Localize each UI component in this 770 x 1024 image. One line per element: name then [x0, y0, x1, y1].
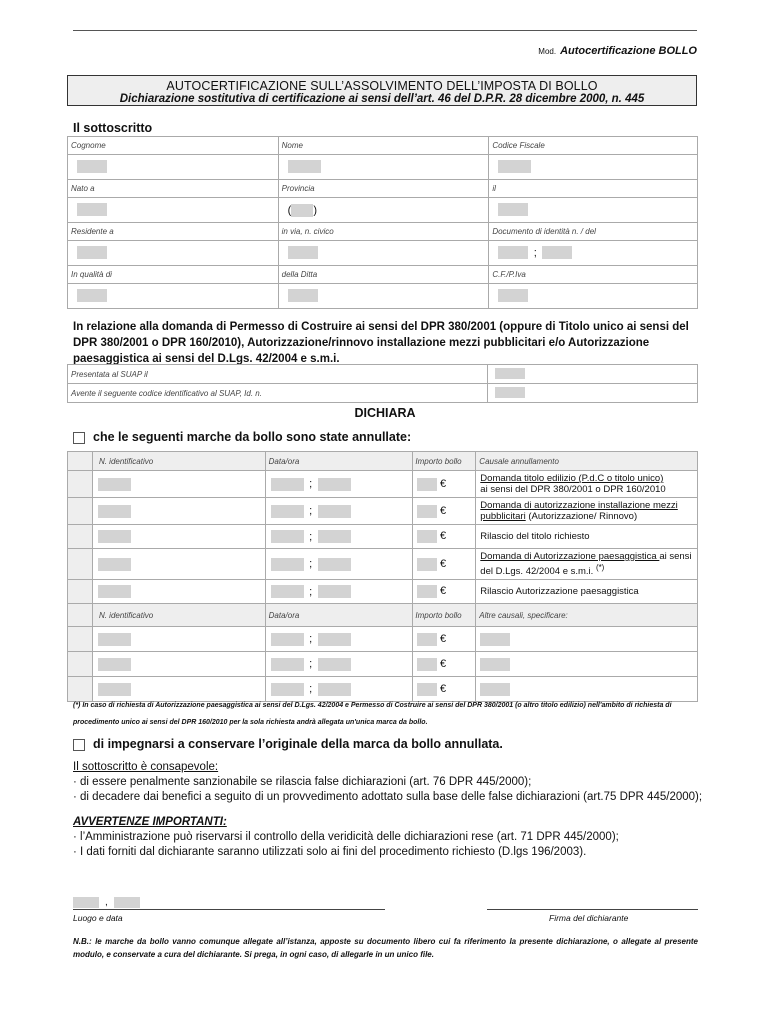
documento-numero-field[interactable]: [498, 246, 528, 259]
consapevole-heading: Il sottoscritto è consapevole:: [73, 761, 219, 773]
codice-suap-field[interactable]: [495, 387, 525, 398]
document-subtitle: Dichiarazione sostitutiva di certificazione ai sensi dell’art. 46 del D.P.R. 28 dicembre 2000, n. 445: [119, 93, 645, 105]
marca-separator: ;: [309, 478, 313, 490]
marca-data-field[interactable]: [271, 683, 304, 696]
label-via: in via, n. civico: [278, 223, 489, 241]
marca-importo-field[interactable]: [417, 658, 437, 671]
causale-paesaggistica-ai-sensi: ai sensi: [659, 551, 692, 562]
marca-ora-field[interactable]: [318, 683, 351, 696]
codice-fiscale-field[interactable]: [498, 160, 531, 173]
marca-id-field[interactable]: [98, 658, 131, 671]
marca-id-field[interactable]: [98, 585, 131, 598]
marca-ora-field[interactable]: [318, 633, 351, 646]
sottoscritto-heading: Il sottoscritto: [73, 121, 153, 135]
nome-field[interactable]: [288, 160, 321, 173]
luogo-field[interactable]: [73, 897, 99, 908]
marca-id-field[interactable]: [98, 633, 131, 646]
altra-causale-field[interactable]: [480, 658, 510, 671]
euro-sign: €: [440, 477, 447, 490]
label-cf-piva: C.F./P.Iva: [489, 266, 698, 284]
mod-prefix: Mod.: [538, 47, 557, 56]
dichiara-heading: DICHIARA: [354, 406, 416, 420]
label-presentata-suap: Presentata al SUAP il: [68, 365, 488, 384]
marca-ora-field[interactable]: [318, 558, 351, 571]
causale-mezzi-pubblicitari: Domanda di autorizzazione installazione mezzi: [480, 500, 678, 511]
marca-ora-field[interactable]: [318, 585, 351, 598]
provincia-field[interactable]: [291, 204, 313, 217]
luogo-data-line: [73, 909, 385, 910]
label-documento: Documento di identità n. / del: [489, 223, 698, 241]
euro-sign: €: [440, 657, 447, 670]
firma-line: [487, 909, 698, 910]
label-nome: Nome: [278, 137, 489, 155]
marca-ora-field[interactable]: [318, 478, 351, 491]
check-conservare-row: [73, 737, 503, 751]
marca-separator: ;: [309, 505, 313, 517]
marca-importo-field[interactable]: [417, 478, 437, 491]
sottoscritto-table: [67, 136, 698, 309]
altra-causale-field[interactable]: [480, 633, 510, 646]
conservare-label: di impegnarsi a conservare l’originale della marca da bollo annullata.: [93, 737, 503, 751]
label-codice-suap: Avente il seguente codice identificativo al SUAP, Id. n.: [68, 384, 488, 403]
marche-annullate-label: che le seguenti marche da bollo sono state annullate:: [93, 430, 412, 444]
marca-separator: ;: [309, 558, 313, 571]
header-data: Data/ora: [265, 452, 413, 471]
marca-separator: ;: [309, 683, 313, 696]
via-field[interactable]: [288, 246, 318, 259]
label-provincia: Provincia: [278, 180, 489, 198]
label-il: il: [489, 180, 698, 198]
qualita-field[interactable]: [77, 289, 107, 302]
header-altre-causali: Altre causali, specificare:: [476, 604, 698, 627]
marca-id-field[interactable]: [98, 683, 131, 696]
label-cognome: Cognome: [68, 137, 279, 155]
marca-ora-field[interactable]: [318, 530, 351, 543]
causale-titolo-edilizio: Domanda titolo edilizio (P.d.C o titolo unico): [480, 473, 664, 484]
altra-causale-field[interactable]: [480, 683, 510, 696]
marca-data-field[interactable]: [271, 585, 304, 598]
relation-paragraph: In relazione alla domanda di Permesso di Costruire ai sensi del DPR 380/2001 (oppure di Titolo unico ai sensi del DPR 380/2001 o DPR 160/2010), Autorizzazione/rinnovo installazione mezzi pubblicitari e/o Autorizzazione paesaggistica ai sensi del D.Lgs. 42/2004 e s.m.i.: [73, 321, 689, 365]
marca-ora-field[interactable]: [318, 505, 351, 518]
marca-data-field[interactable]: [271, 633, 304, 646]
consapevole-item-2: · di decadere dai benefici a seguito di un provvedimento adottato sulla base delle false dichiarazioni (art.75 DPR 445/2000);: [73, 791, 703, 803]
luogo-data-label: Luogo e data: [73, 913, 123, 923]
label-codice-fiscale: Codice Fiscale: [489, 137, 698, 155]
marca-data-field[interactable]: [271, 530, 304, 543]
marca-id-field[interactable]: [98, 558, 131, 571]
header-causale: Causale annullamento: [476, 452, 698, 471]
document-title: AUTOCERTIFICAZIONE SULL’ASSOLVIMENTO DELL’IMPOSTA DI BOLLO: [166, 79, 598, 93]
label-ditta: della Ditta: [278, 266, 489, 284]
marca-id-field[interactable]: [98, 505, 131, 518]
title-box: [67, 75, 697, 106]
marca-separator: ;: [309, 530, 313, 543]
causale-titolo-edilizio-rif: ai sensi del DPR 380/2001 o DPR 160/2010: [480, 484, 666, 495]
ditta-field[interactable]: [288, 289, 318, 302]
causale-pubblicitari: pubblicitari: [480, 511, 526, 522]
avvertenze-item-1: · l’Amministrazione può riservarsi il controllo della veridicità delle dichiarazioni rese (art. 71 DPR 445/2000);: [73, 831, 619, 843]
data-field[interactable]: [114, 897, 140, 908]
causale-paesaggistica-rif: del D.Lgs. 42/2004 e s.m.i.: [480, 566, 594, 578]
residente-field[interactable]: [77, 246, 107, 259]
provincia-paren-close: ): [313, 203, 317, 216]
euro-sign: €: [440, 557, 447, 570]
luogo-comma: ,: [105, 897, 108, 909]
marca-data-field[interactable]: [271, 658, 304, 671]
euro-sign: €: [440, 682, 447, 695]
footnote-asterisk: (*) In caso di richiesta di Autorizzazione paesaggistica ai sensi del D.Lgs. 42/2004 e Permesso di Costruire ai sensi del DPR 380/2001 (o altro titolo edilizio) nell'ambito di richiesta di procedimento unico ai sensi del DPR 160/2010 per la sola richiesta andrà allegata un'unica marca da bollo.: [73, 702, 672, 726]
marca-separator: ;: [309, 633, 313, 646]
marca-data-field[interactable]: [271, 478, 304, 491]
form-code: [538, 45, 697, 57]
marca-ora-field[interactable]: [318, 658, 351, 671]
marca-importo-field[interactable]: [417, 505, 437, 518]
causale-rilascio-paesaggistica: Rilascio Autorizzazione paesaggistica: [476, 580, 698, 604]
avvertenze-section: [73, 815, 703, 860]
header-id-2: N. identificativo: [92, 604, 265, 627]
label-qualita: In qualità di: [68, 266, 279, 284]
header-id: N. identificativo: [92, 452, 265, 471]
header-data-2: Data/ora: [265, 604, 413, 627]
label-nato-a: Nato a: [68, 180, 279, 198]
causale-rinnovo: (Autorizzazione/ Rinnovo): [528, 511, 638, 522]
data-nascita-field[interactable]: [498, 203, 528, 216]
euro-sign: €: [440, 504, 447, 517]
causale-rilascio-titolo: Rilascio del titolo richiesto: [476, 525, 698, 549]
euro-sign: €: [440, 632, 447, 645]
top-rule: [73, 30, 697, 31]
marca-id-field[interactable]: [98, 530, 131, 543]
header-importo-2: Importo bollo: [413, 604, 476, 627]
marca-data-field[interactable]: [271, 558, 304, 571]
consapevole-item-1: · di essere penalmente sanzionabile se rilascia false dichiarazioni (art. 76 DPR 445/2000);: [73, 776, 532, 788]
check-marche-annullate-row: [73, 430, 411, 444]
causale-asterisk: (*): [595, 563, 605, 572]
documento-separator: ;: [533, 246, 537, 259]
data-suap-field[interactable]: [495, 368, 525, 379]
conservare-checkbox[interactable]: [73, 739, 85, 751]
marca-importo-field[interactable]: [417, 585, 437, 598]
marca-importo-field[interactable]: [417, 558, 437, 571]
header-importo: Importo bollo: [413, 452, 476, 471]
firma-label: Firma del dichiarante: [549, 913, 629, 923]
marca-importo-field[interactable]: [417, 530, 437, 543]
marche-annullate-checkbox[interactable]: [73, 432, 85, 444]
nb-note: N.B.: le marche da bollo vanno comunque allegate all’istanza, apposte su documento libero cui fa riferimento la presente dichiarazione, o allegate al presente modulo, e conservate a cura del dichiarante. Si prega, in ogni caso, di allegarle in un unico file.: [73, 937, 698, 959]
avvertenze-item-2: · I dati forniti dal dichiarante saranno utilizzati solo ai fini del procedimento richiesto (D.lgs 196/2003).: [73, 846, 587, 858]
marca-importo-field[interactable]: [417, 633, 437, 646]
label-residente: Residente a: [68, 223, 279, 241]
cf-piva-field[interactable]: [498, 289, 528, 302]
consapevole-section: [73, 760, 703, 805]
avvertenze-heading: AVVERTENZE IMPORTANTI:: [73, 816, 227, 828]
cognome-field[interactable]: [77, 160, 107, 173]
euro-sign: €: [440, 585, 447, 598]
marca-separator: ;: [309, 585, 313, 598]
marca-id-field[interactable]: [98, 478, 131, 491]
marca-separator: ;: [309, 658, 313, 671]
mod-title: Autocertificazione BOLLO: [560, 45, 697, 57]
suap-table: [67, 364, 698, 403]
luogo-data-fields: [73, 897, 140, 908]
marca-data-field[interactable]: [271, 505, 304, 518]
euro-sign: €: [440, 530, 447, 543]
provincia-paren-open: (: [287, 203, 292, 216]
nato-a-field[interactable]: [77, 203, 107, 216]
causale-paesaggistica: Domanda di Autorizzazione paesaggistica: [480, 551, 660, 562]
marche-table: [67, 451, 698, 702]
marca-importo-field[interactable]: [417, 683, 437, 696]
documento-data-field[interactable]: [542, 246, 572, 259]
